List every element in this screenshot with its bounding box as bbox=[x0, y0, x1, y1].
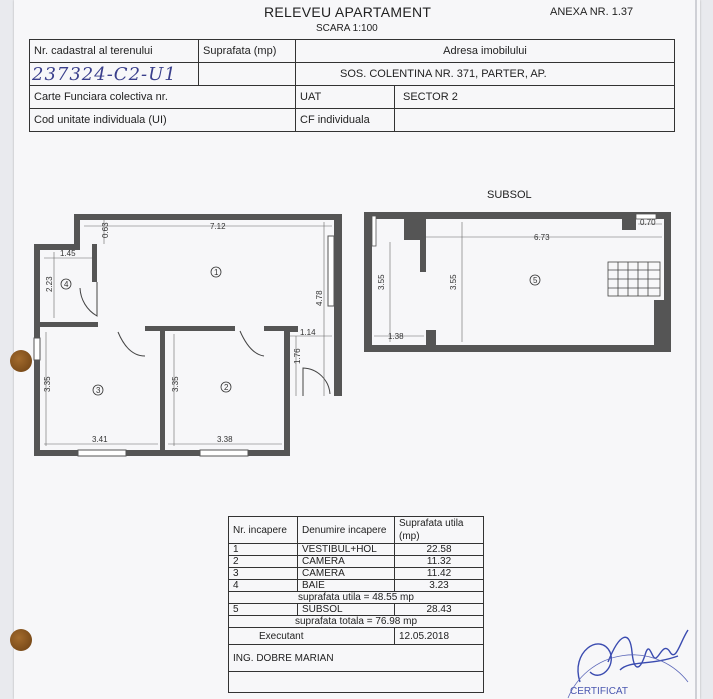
dim-338: 3.38 bbox=[217, 435, 233, 444]
basement-stairs bbox=[608, 262, 660, 296]
row-nr: 4 bbox=[229, 580, 298, 592]
row-area: 3.23 bbox=[395, 580, 484, 592]
scale-label: SCARA 1:100 bbox=[316, 23, 378, 34]
dim-335-room3: 3.35 bbox=[43, 376, 52, 392]
row-name: CAMERA bbox=[298, 556, 395, 568]
dim-355-left: 3.55 bbox=[377, 274, 386, 290]
handwritten-cadastral-number: 237324-C2-U1 bbox=[32, 63, 177, 85]
table-row bbox=[229, 580, 484, 592]
carte-funciara-label: Carte Funciara colectiva nr. bbox=[30, 86, 296, 109]
header-cadastral: Nr. cadastral al terenului bbox=[30, 40, 199, 63]
engineer-name: ING. DOBRE MARIAN bbox=[229, 645, 484, 672]
row-name: BAIE bbox=[298, 580, 395, 592]
row-name: VESTIBUL+HOL bbox=[298, 544, 395, 556]
dim-355-right: 3.55 bbox=[449, 274, 458, 290]
row-area: 11.32 bbox=[395, 556, 484, 568]
total-row: suprafata totala = 76.98 mp bbox=[229, 616, 484, 628]
header-area: Suprafata utila (mp) bbox=[395, 517, 484, 544]
row-nr: 5 bbox=[229, 604, 298, 616]
table-row bbox=[229, 556, 484, 568]
cf-individuala-label: CF individuala bbox=[296, 109, 395, 132]
table-row bbox=[229, 568, 484, 580]
dim-335-room2: 3.35 bbox=[171, 376, 180, 392]
room-number-4: 4 bbox=[64, 280, 69, 289]
dim-070: 0.70 bbox=[640, 218, 656, 227]
dim-063: 0.63 bbox=[101, 222, 110, 238]
ground-floor-doors bbox=[80, 282, 330, 396]
signature-cell bbox=[229, 672, 484, 693]
table-row bbox=[229, 604, 484, 616]
dim-478: 4.78 bbox=[315, 290, 324, 306]
row-name: SUBSOL bbox=[298, 604, 395, 616]
room-number-5: 5 bbox=[533, 276, 538, 285]
header-area: Suprafata (mp) bbox=[199, 40, 296, 63]
header-nr: Nr. incapere bbox=[229, 517, 298, 544]
row-nr: 3 bbox=[229, 568, 298, 580]
room-number-1: 1 bbox=[214, 268, 219, 277]
dim-145: 1.45 bbox=[60, 249, 76, 258]
cod-ui-label: Cod unitate individuala (UI) bbox=[30, 109, 296, 132]
dim-176: 1.76 bbox=[293, 348, 302, 364]
uat-label: UAT bbox=[296, 86, 395, 109]
room-number-3: 3 bbox=[96, 386, 101, 395]
executant-label: Executant bbox=[229, 628, 395, 645]
row-area: 22.58 bbox=[395, 544, 484, 556]
subsol-title: SUBSOL bbox=[487, 189, 532, 201]
address-value: SOS. COLENTINA NR. 371, PARTER, AP. bbox=[296, 63, 675, 86]
subtotal-row: suprafata utila = 48.55 mp bbox=[229, 592, 484, 604]
table-row bbox=[229, 544, 484, 556]
document-title: RELEVEU APARTAMENT bbox=[264, 4, 432, 20]
room-number-2: 2 bbox=[224, 383, 229, 392]
basement-walls bbox=[364, 212, 671, 352]
dim-114: 1.14 bbox=[300, 328, 316, 337]
signature-and-stamp bbox=[560, 612, 700, 699]
dim-138: 1.38 bbox=[388, 332, 404, 341]
stamp-text: CERTIFICAT bbox=[570, 686, 628, 697]
dim-341: 3.41 bbox=[92, 435, 108, 444]
row-area: 28.43 bbox=[395, 604, 484, 616]
dim-712: 7.12 bbox=[210, 222, 226, 231]
row-name: CAMERA bbox=[298, 568, 395, 580]
rooms-table bbox=[228, 516, 484, 693]
row-nr: 1 bbox=[229, 544, 298, 556]
dim-673: 6.73 bbox=[534, 233, 550, 242]
row-area: 11.42 bbox=[395, 568, 484, 580]
ground-floor-walls bbox=[34, 214, 342, 456]
uat-value: SECTOR 2 bbox=[395, 86, 675, 109]
row-nr: 2 bbox=[229, 556, 298, 568]
header-name: Denumire incapere bbox=[298, 517, 395, 544]
header-address: Adresa imobilului bbox=[296, 40, 675, 63]
date-value: 12.05.2018 bbox=[395, 628, 484, 645]
annex-label: ANEXA NR. 1.37 bbox=[550, 6, 634, 18]
dim-223: 2.23 bbox=[45, 276, 54, 292]
